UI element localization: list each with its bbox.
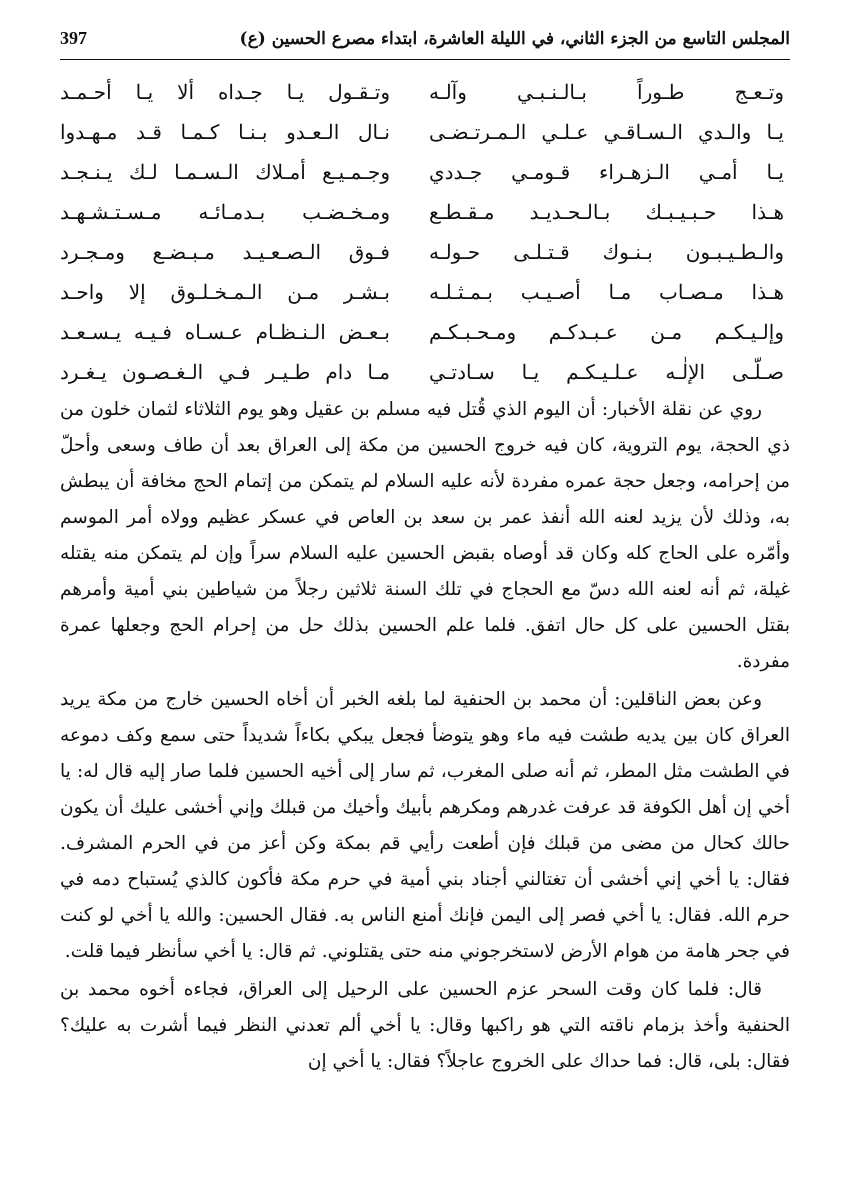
verse-second-hemistich: ومـخـضـب بـدمـائـه مـسـتـشـهـد: [60, 200, 390, 224]
book-page: [60, 28, 790, 1080]
verse-second-hemistich: فـوق الـصـعـيـد مـبـضـع ومـجـرد: [60, 240, 390, 264]
body-paragraph: روي عن نقلة الأخبار: أن اليوم الذي قُتل فيه مسلم بن عقيل وهو يوم الثلاثاء لثمان خلون من ذي الحجة، يوم التروية، كان فيه خروج الحسين من مكة إلى العراق بعد أن طاف وسعى وأحلّ من إحرامه، وجعل حجة عمره مفردة لأنه عليه السلام لم يتمكن من إتمام الحج مخافة أن يبطش به، وذلك لأن يزيد لعنه الله أنفذ عمر بن سعد بن العاص في عسكر عظيم وولاه أمر الموسم وأمّره على الحاج كله وكان قد أوصاه بقبض الحسين عليه السلام سراً وإن لم يتمكن منه يقتله غيلة، ثم أنه لعنه الله دسّ مع الحجاج في تلك السنة ثلاثين رجلاً من شياطين بني أمية وأمرهم بقتل الحسين على كل حال اتفق. فلما علم الحسين بذلك حل من إحرام الحج وجعلها عمرة مفردة.: [60, 399, 790, 672]
verse-first-hemistich: وتـعـج طـوراً بـالـنـبـي وآلـه: [429, 80, 784, 104]
verse-line: [60, 352, 790, 392]
running-title: المجلس التاسع من الجزء الثاني، في الليلة العاشرة، ابتداء مصرع الحسين (ع): [239, 29, 790, 49]
page-number: 397: [60, 28, 87, 48]
verse-line: [60, 192, 790, 232]
verse-first-hemistich: صـلّـى الإلٰـه عـلـيـكـم يـا سـادتـي: [429, 360, 784, 384]
verse-line: [60, 152, 790, 192]
verse-second-hemistich: مـا دام طـيـر فـي الـغـصـون يـغـرد: [60, 360, 390, 384]
verse-first-hemistich: هـذا حـبـيـبـك بـالـحـديـد مـقـطـع: [429, 200, 784, 224]
verse-first-hemistich: هـذا مـصـاب مـا أصـيـب بـمـثـلـه: [429, 280, 784, 304]
body-paragraph: قال: فلما كان وقت السحر عزم الحسين على الرحيل إلى العراق، فجاءه أخوه محمد بن الحنفية وأخذ بزمام ناقته التي هو راكبها وقال: يا أخي ألم تعدني النظر فيما أشرت به عليك؟ فقال: بلى، قال: فما حداك على الخروج عاجلاً؟ فقال: يا أخي إن: [60, 979, 790, 1072]
verse-second-hemistich: وتـقـول يـا جـداه ألا يـا أحـمـد: [60, 80, 390, 104]
verse-line: [60, 272, 790, 312]
verse-second-hemistich: نـال الـعـدو بـنـا كـمـا قـد مـهـدوا: [60, 120, 390, 144]
verse-first-hemistich: يـا والـدي الـسـاقـي عـلـي الـمـرتـضـى: [429, 120, 784, 144]
verse-line: [60, 72, 790, 112]
body-paragraph: وعن بعض الناقلين: أن محمد بن الحنفية لما بلغه الخبر أن أخاه الحسين خارج من مكة يريد العراق كان بين يديه طشت فيه ماء وهو يتوضأ فجعل يبكي بكاءاً شديداً حتى سمع وكف دموعه في الطشت مثل المطر، ثم أنه صلى المغرب، ثم سار إلى أخيه الحسين فلما صار إليه قال له: يا أخي إن أهل الكوفة قد عرفت غدرهم ومكرهم بأبيك وأخيك من قبلك وإني أخشى عليك أن يكون حالك كحال من مضى من قبلك فإن أطعت رأيي قم بمكة وكن أعز من في الحرم المشرف. فقال: يا أخي إني أخشى أن تغتالني أجناد بني أمية في حرم مكة فأكون كالذي يُستباح دمه في حرم الله. فقال: يا أخي فصر إلى اليمن فإنك أمنع الناس به. فقال الحسين: والله يا أخي لو كنت في جحر هامة من هوام الأرض لاستخرجوني منه حتى يقتلوني. ثم قال: يا أخي سأنظر فيما قلت.: [60, 689, 790, 962]
verse-second-hemistich: بـشـر مـن الـمـخـلـوق إلا واحـد: [60, 280, 390, 304]
verse-first-hemistich: والـطـيـبـون بـنـوك قـتـلـى حـولـه: [429, 240, 784, 264]
verse-first-hemistich: يـا أمـي الـزهـراء قـومـي جـددي: [429, 160, 784, 184]
verse-line: [60, 232, 790, 272]
poem-verses: [60, 72, 790, 392]
verse-first-hemistich: وإلـيـكـم مـن عـبـدكـم ومـحـبـكـم: [429, 320, 784, 344]
verse-line: [60, 112, 790, 152]
verse-second-hemistich: وجـمـيـع أمـلاك الـسـمـا لـك يـنـجـد: [60, 160, 390, 184]
verse-line: [60, 312, 790, 352]
page-header: [60, 28, 790, 60]
verse-second-hemistich: بـعـض الـنـظـام عـسـاه فـيـه يـسـعـد: [60, 320, 390, 344]
